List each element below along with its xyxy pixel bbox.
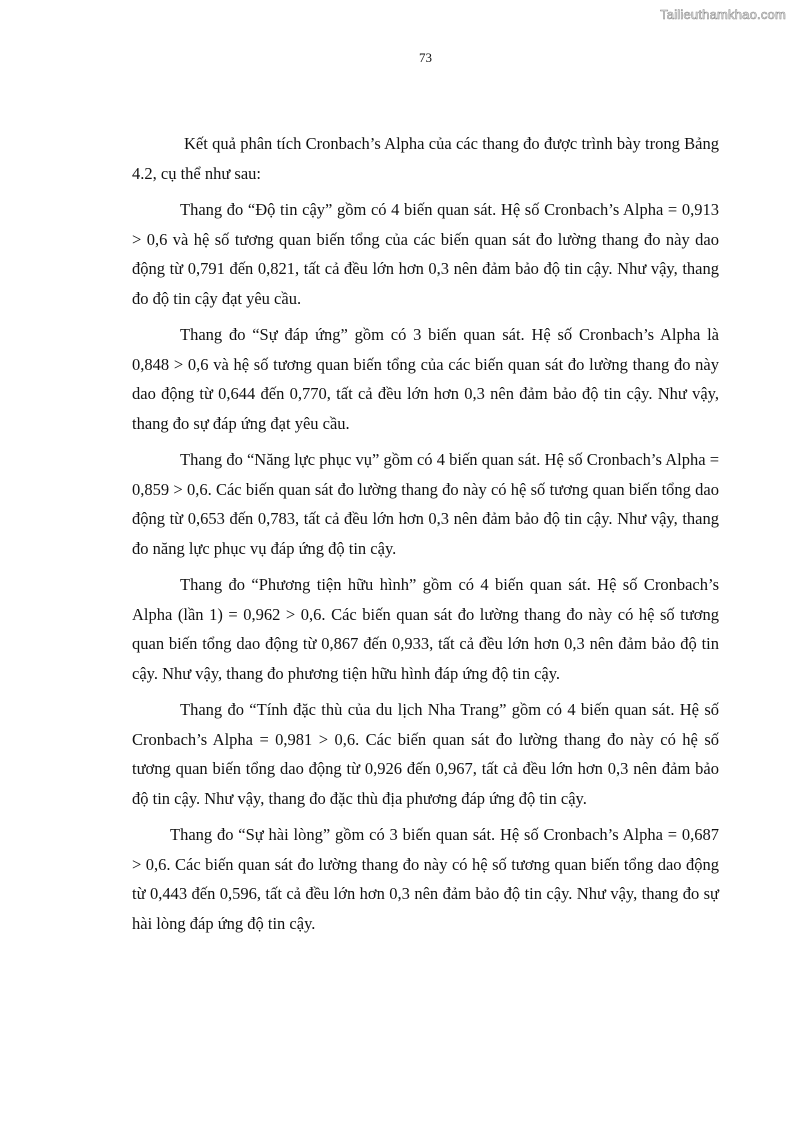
paragraph-satisfaction: Thang đo “Sự hài lòng” gồm có 3 biến quan sát. Hệ số Cronbach’s Alpha = 0,687 > 0,6. Các biến quan sát đo lường thang đo này có hệ số tương quan biến tổng dao động từ 0,443 đến 0,596, tất cả đều lớn hơn 0,3 nên đảm bảo độ tin cậy. Như vậy, thang đo sự hài lòng đáp ứng độ tin cậy.: [132, 825, 719, 933]
paragraph-nha-trang-specifics: Thang đo “Tính đặc thù của du lịch Nha Trang” gồm có 4 biến quan sát. Hệ số Cronbach’s Alpha = 0,981 > 0,6. Các biến quan sát đo lường thang đo này có hệ số tương quan biến tổng dao động từ 0,926 đến 0,967, tất cả đều lớn hơn 0,3 nên đảm bảo độ tin cậy. Như vậy, thang đo đặc thù địa phương đáp ứng độ tin cậy.: [132, 700, 719, 808]
watermark: Tailieuthamkhao.com: [660, 7, 786, 22]
paragraph-reliability: Thang đo “Độ tin cậy” gồm có 4 biến quan sát. Hệ số Cronbach’s Alpha = 0,913 > 0,6 và hệ số tương quan biến tổng của các biến quan sát đo lường thang đo này dao động từ 0,791 đến 0,821, tất cả đều lớn hơn 0,3 nên đảm bảo độ tin cậy. Như vậy, thang đo độ tin cậy đạt yêu cầu.: [132, 200, 719, 308]
document-body: [132, 129, 719, 945]
paragraph-tangibles: Thang đo “Phương tiện hữu hình” gồm có 4 biến quan sát. Hệ số Cronbach’s Alpha (lần 1) = 0,962 > 0,6. Các biến quan sát đo lường thang đo này có hệ số tương quan biến tổng dao động từ 0,867 đến 0,933, tất cả đều lớn hơn 0,3 nên đảm bảo độ tin cậy. Như vậy, thang đo phương tiện hữu hình đáp ứng độ tin cậy.: [132, 575, 719, 683]
paragraph-intro: Kết quả phân tích Cronbach’s Alpha của các thang đo được trình bày trong Bảng 4.2, cụ thể như sau:: [132, 134, 719, 183]
paragraph-assurance: Thang đo “Năng lực phục vụ” gồm có 4 biến quan sát. Hệ số Cronbach’s Alpha = 0,859 > 0,6. Các biến quan sát đo lường thang đo này có hệ số tương quan biến tổng dao động từ 0,653 đến 0,783, tất cả đều lớn hơn 0,3 nên đảm bảo độ tin cậy. Như vậy, thang đo năng lực phục vụ đáp ứng độ tin cậy.: [132, 450, 719, 558]
paragraph-responsiveness: Thang đo “Sự đáp ứng” gồm có 3 biến quan sát. Hệ số Cronbach’s Alpha là 0,848 > 0,6 và hệ số tương quan biến tổng của các biến quan sát đo lường thang đo này dao động từ 0,644 đến 0,770, tất cả đều lớn hơn 0,3 nên đảm bảo độ tin cậy. Như vậy, thang đo sự đáp ứng đạt yêu cầu.: [132, 325, 719, 433]
page-number: 73: [419, 50, 432, 65]
